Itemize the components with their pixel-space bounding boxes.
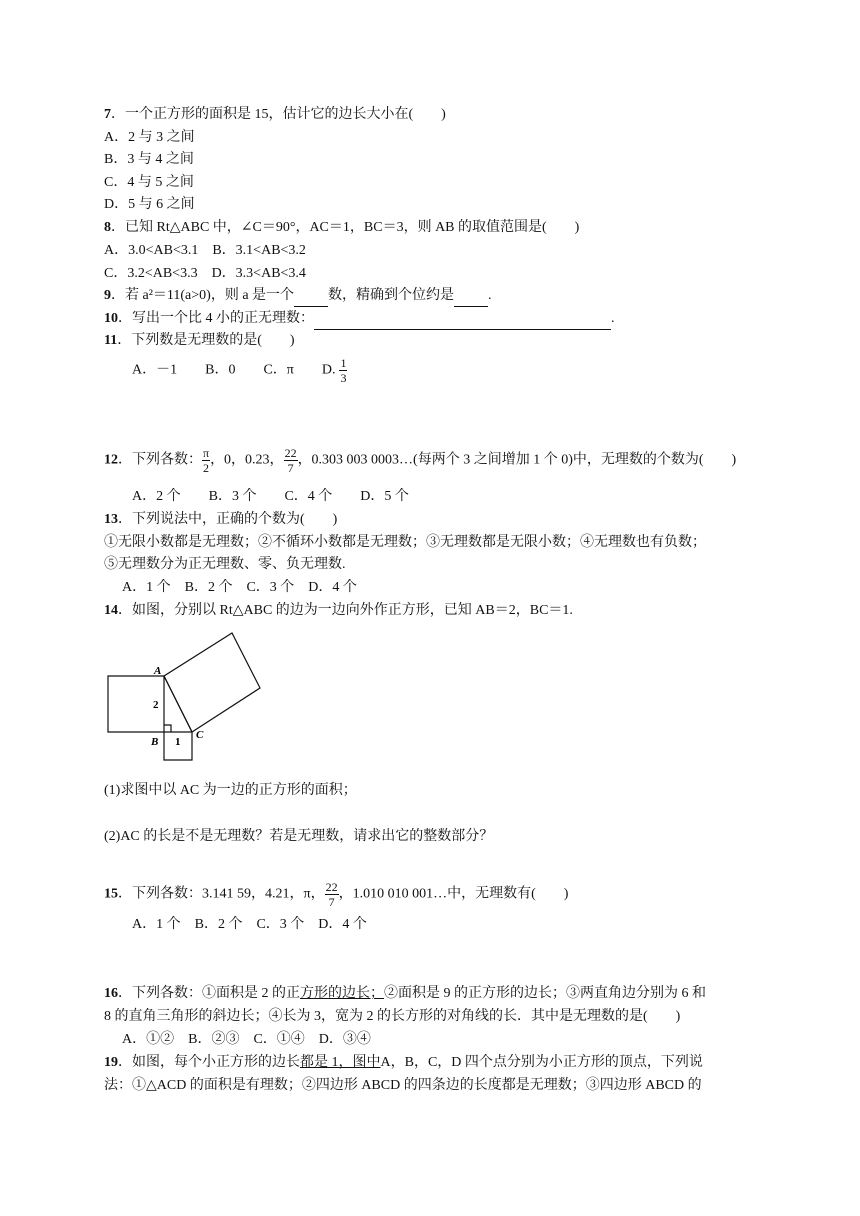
q7-option-b: B．3 与 4 之间	[104, 152, 194, 167]
question-number: 8	[104, 220, 111, 235]
q7-stem: 7．一个正方形的面积是 15，估计它的边长大小在( )	[104, 107, 446, 122]
question-number: 7	[104, 107, 111, 122]
q13-options: A．1 个 B．2 个 C．3 个 D．4 个	[122, 580, 357, 595]
q13-stem: 13．下列说法中，正确的个数为( )	[104, 512, 338, 527]
length-label-ab: 2	[153, 699, 159, 711]
answer-blank[interactable]	[314, 309, 611, 330]
q19-line2: 法：①△ACD 的面积是有理数；②四边形 ABCD 的四条边的长度都是无理数；③四边形 ABCD 的	[104, 1078, 702, 1093]
question-number: 15	[104, 886, 118, 902]
question-number: 14	[104, 603, 118, 618]
q16-options: A．①② B．②③ C．①④ D．③④	[122, 1032, 371, 1047]
square-on-ac	[164, 633, 260, 732]
q7-option-d: D．5 与 6 之间	[104, 197, 195, 212]
fraction: $\frac{1}{3}$	[340, 356, 347, 385]
q14-sub2: (2)AC 的长是不是无理数？若是无理数，请求出它的整数部分？	[104, 829, 494, 844]
hypotenuse-ac	[164, 676, 192, 732]
q13-statements-1: ①无限小数都是无理数；②不循环小数都是无理数；③无理数都是无限小数；④无理数也有负数；	[104, 535, 706, 550]
q12-stem: 12．下列各数： $\frac{\pi}{2}$ ，0，0.23， $\frac{22}{7}$ ，0.303 003 0003…(每两个 3 之间增加 1 个 0)中，无理数的个数为( )	[104, 446, 737, 475]
question-number: 16	[104, 986, 118, 1001]
question-number: 9	[104, 288, 111, 303]
q10-stem: 10．写出一个比 4 小的正无理数： .	[104, 309, 615, 330]
q15-stem: 15．下列各数：3.141 59，4.21，π， $\frac{22}{7}$ ，1.010 010 001…中，无理数有( )	[104, 880, 569, 909]
vertex-label-b: B	[151, 736, 159, 748]
question-number: 19	[104, 1055, 118, 1070]
q14-figure	[104, 630, 269, 770]
vertex-label-a: A	[154, 665, 162, 677]
q7-option-c: C．4 与 5 之间	[104, 175, 194, 190]
q14-sub1: (1)求图中以 AC 为一边的正方形的面积；	[104, 783, 357, 798]
q12-options: A．2 个 B．3 个 C．4 个 D．5 个	[132, 489, 409, 504]
q11-stem: 11．下列数是无理数的是( )	[104, 333, 295, 348]
q8-options-cd: C．3.2<AB<3.3 D．3.3<AB<3.4	[104, 266, 306, 281]
q19-line1: 19．如图，每个小正方形的边长都是 1，图中A，B，C，D 四个点分别为小正方形的顶点，下列说	[104, 1055, 703, 1070]
fraction: $\frac{22}{7}$	[284, 446, 297, 475]
q8-options-ab: A．3.0<AB<3.1 B．3.1<AB<3.2	[104, 243, 306, 258]
right-angle-marker	[164, 725, 171, 732]
vertex-label-c: C	[196, 729, 204, 741]
q16-line1: 16．下列各数：①面积是 2 的正方形的边长；②面积是 9 的正方形的边长；③两直角边分别为 6 和	[104, 986, 706, 1001]
q16-line2: 8 的直角三角形的斜边长；④长为 3，宽为 2 的长方形的对角线的长．其中是无理数的是( )	[104, 1009, 681, 1024]
q9-stem: 9．若 a²＝11(a>0)，则 a 是一个 数，精确到个位约是 .	[104, 286, 492, 307]
fraction: $\frac{\pi}{2}$	[203, 446, 210, 475]
length-label-bc: 1	[175, 736, 181, 748]
fraction: $\frac{22}{7}$	[325, 880, 338, 909]
question-number: 12	[104, 452, 118, 468]
answer-blank[interactable]	[294, 286, 328, 307]
question-number: 11	[104, 333, 118, 348]
question-number: 13	[104, 512, 118, 527]
answer-blank[interactable]	[454, 286, 488, 307]
q14-stem: 14．如图，分别以 Rt△ABC 的边为一边向外作正方形，已知 AB＝2，BC＝1.	[104, 603, 573, 618]
q7-option-a: A．2 与 3 之间	[104, 130, 195, 145]
q15-options: A．1 个 B．2 个 C．3 个 D．4 个	[132, 917, 367, 932]
q8-stem: 8．已知 Rt△ABC 中，∠C＝90°，AC＝1，BC＝3，则 AB 的取值范围是( )	[104, 220, 580, 235]
q11-options: A．－1 B．0 C．π D. $\frac{1}{3}$	[132, 356, 347, 385]
question-number: 10	[104, 311, 118, 326]
q13-statements-2: ⑤无理数分为正无理数、零、负无理数.	[104, 557, 346, 572]
